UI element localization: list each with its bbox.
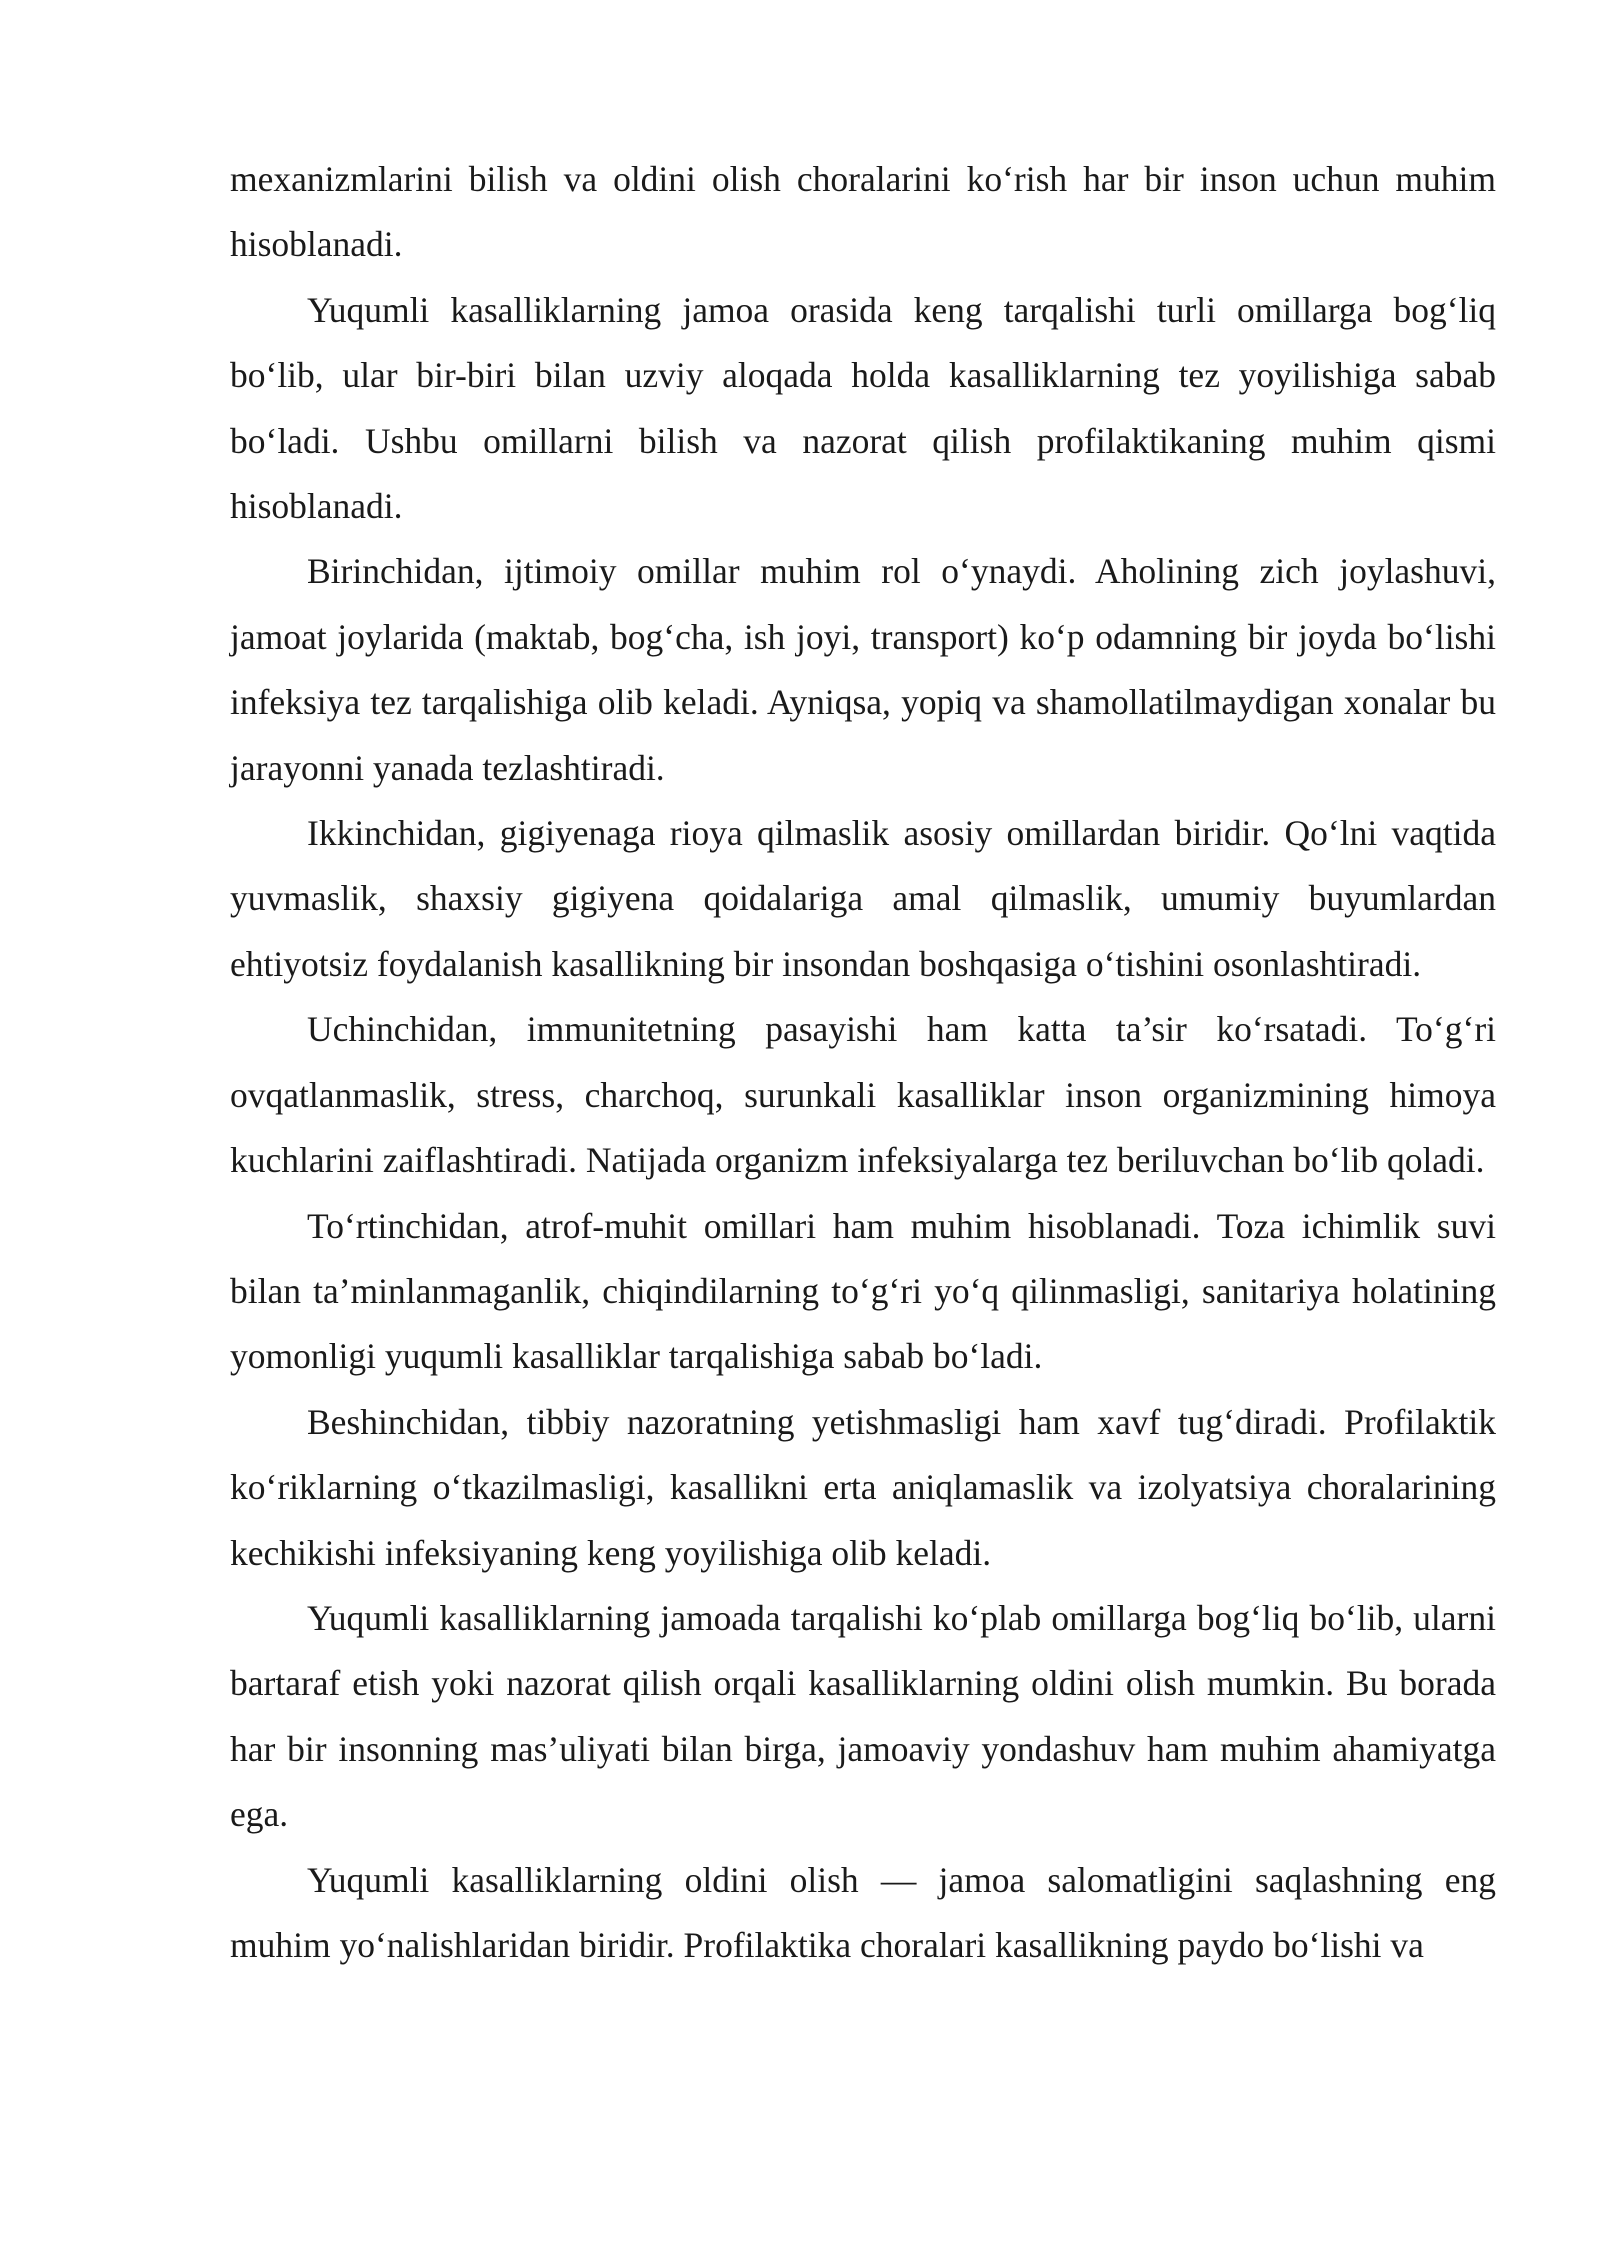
- paragraph-factors-intro: Yuqumli kasalliklarning jamoa orasida keng tarqalishi turli omillarga bog‘liq bo‘lib, ular bir-biri bilan uzviy aloqada holda kasalliklarning tez yoyilishiga sabab bo‘ladi. Ushbu omillarni bilish va nazorat qilish profilaktikaning muhim qismi hisoblanadi.: [230, 289, 1496, 527]
- paragraph-environment: To‘rtinchidan, atrof-muhit omillari ham muhim hisoblanadi. Toza ichimlik suvi bilan ta’minlanmaganlik, chiqindilarning to‘g‘ri yo‘q qilinmasligi, sanitariya holatining yomonligi yuqumli kasalliklar tarqalishiga sabab bo‘ladi.: [230, 1205, 1496, 1377]
- paragraph-immunity: Uchinchidan, immunitetning pasayishi ham katta ta’sir ko‘rsatadi. To‘g‘ri ovqatlanmaslik, stress, charchoq, surunkali kasalliklar inson organizmining himoya kuchlarini zaiflashtiradi. Natijada organizm infeksiyalarga tez beriluvchan bo‘lib qoladi.: [230, 1009, 1496, 1181]
- document-body: [230, 147, 1496, 1978]
- paragraph-continuation: mexanizmlarini bilish va oldini olish choralarini ko‘rish har bir inson uchun muhim hisoblanadi.: [230, 159, 1496, 265]
- paragraph-summary: Yuqumli kasalliklarning jamoada tarqalishi ko‘plab omillarga bog‘liq bo‘lib, ularni bartaraf etish yoki nazorat qilish orqali kasalliklarning oldini olish mumkin. Bu borada har bir insonning mas’uliyati bilan birga, jamoaviy yondashuv ham muhim ahamiyatga ega.: [230, 1597, 1496, 1835]
- paragraph-prevention: Yuqumli kasalliklarning oldini olish — jamoa salomatligini saqlashning eng muhim yo‘nalishlaridan biridir. Profilaktika choralari kasallikning paydo bo‘lishi va: [230, 1859, 1496, 1965]
- paragraph-social-factors: Birinchidan, ijtimoiy omillar muhim rol o‘ynaydi. Aholining zich joylashuvi, jamoat joylarida (maktab, bog‘cha, ish joyi, transport) ko‘p odamning bir joyda bo‘lishi infeksiya tez tarqalishiga olib keladi. Ayniqsa, yopiq va shamollatilmaydigan xonalar bu jarayonni yanada tezlashtiradi.: [230, 551, 1496, 788]
- paragraph-medical-control: Beshinchidan, tibbiy nazoratning yetishmasligi ham xavf tug‘diradi. Profilaktik ko‘riklarning o‘tkazilmasligi, kasallikni erta aniqlamaslik va izolyatsiya choralarining kechikishi infeksiyaning keng yoyilishiga olib keladi.: [230, 1401, 1496, 1573]
- paragraph-hygiene: Ikkinchidan, gigiyenaga rioya qilmaslik asosiy omillardan biridir. Qo‘lni vaqtida yuvmaslik, shaxsiy gigiyena qoidalariga amal qilmaslik, umumiy buyumlardan ehtiyotsiz foydalanish kasallikning bir insondan boshqasiga o‘tishini osonlashtiradi.: [230, 813, 1496, 984]
